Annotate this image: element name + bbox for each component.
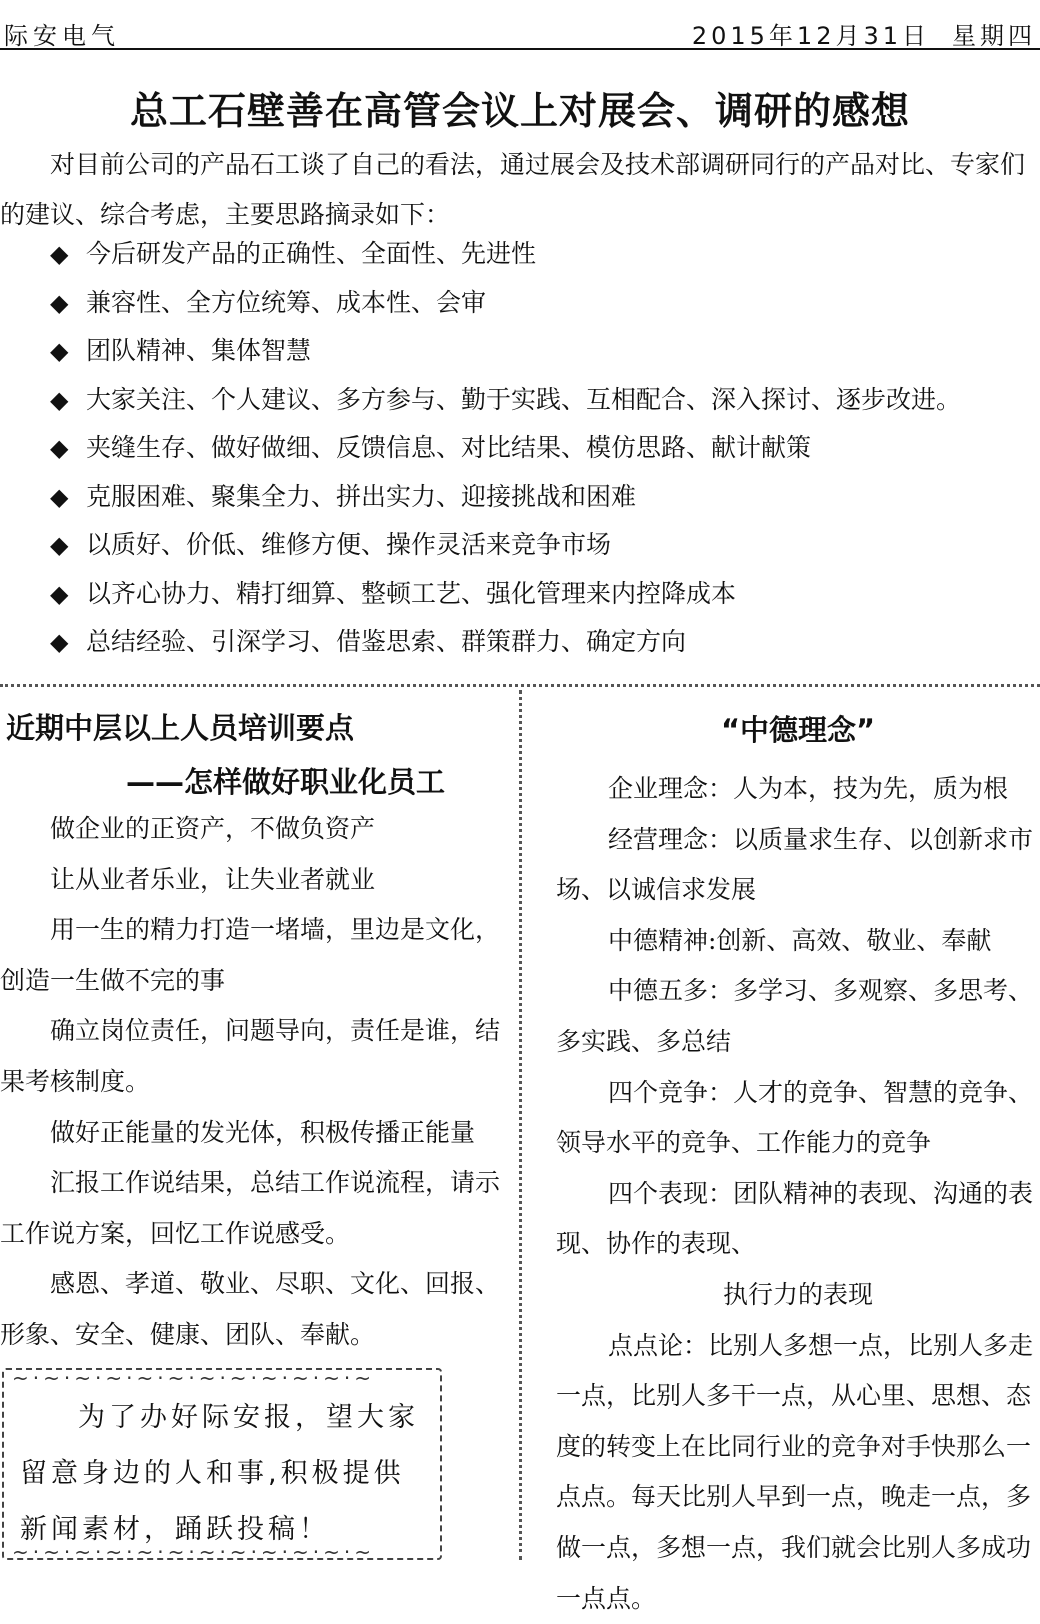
training-paragraph: 做企业的正资产，不做负资产: [50, 814, 376, 843]
diamond-icon: ◆: [50, 482, 69, 511]
bullet-item: ◆ 今后研发产品的正确性、全面性、先进性: [50, 232, 961, 281]
main-article-bullet-list: [50, 232, 961, 669]
bullet-item: ◆ 克服困难、聚集全力、拼出实力、迎接挑战和困难: [50, 475, 961, 524]
diamond-icon: ◆: [50, 628, 69, 656]
training-paragraph: 确立岗位责任，问题导向，责任是谁，结果考核制度。: [0, 1016, 501, 1096]
notice-text: 为了办好际安报，望大家留意身边的人和事,积极提供新闻素材，踊跃投稿！: [20, 1402, 419, 1545]
bullet-item: ◆ 夹缝生存、做好做细、反馈信息、对比结果、模仿思路、献计献策: [50, 426, 961, 475]
page-header: [0, 0, 1040, 50]
training-paragraph: 让从业者乐业，让失业者就业: [50, 864, 376, 894]
philosophy-paragraph: 四个竞争：人才的竞争、智慧的竞争、领导水平的竞争、工作能力的竞争: [556, 1077, 1034, 1158]
training-paragraph: 用一生的精力打造一堵墙，里边是文化，创造一生做不完的事: [0, 915, 501, 995]
training-body: [0, 804, 500, 1361]
weekday-text: 星期四: [952, 22, 1036, 50]
training-paragraph: 感恩、孝道、敬业、尽职、文化、回报、形象、安全、健康、团队、奉献。: [0, 1269, 501, 1349]
philosophy-paragraph: 四个表现：团队精神的表现、沟通的表现、协作的表现、: [556, 1178, 1034, 1259]
diamond-icon: ◆: [50, 385, 69, 414]
diamond-icon: ◆: [50, 337, 69, 365]
training-subtitle: ——怎样做好职业化员工: [126, 765, 446, 799]
philosophy-body: [556, 764, 1040, 1624]
wave-border-decoration: ~·~·~·~·~·~·~·~·~·~·~·~: [12, 1540, 376, 1564]
bullet-item: ◆ 大家关注、个人建议、多方参与、勤于实践、互相配合、深入探讨、逐步改进。: [50, 378, 961, 427]
bullet-item: ◆ 以质好、价低、维修方便、操作灵活来竞争市场: [50, 523, 961, 572]
bullet-item: ◆ 总结经验、引深学习、借鉴思索、群策群力、确定方向: [50, 620, 961, 669]
philosophy-closing: 点点论：比别人多想一点，比别人多走一点，比别人多干一点，从心里、思想、态度的转变上在比同行业的竞争对手快那么一点点。每天比别人早到一点，晚走一点，多做一点，多想一点，我们就会比别人多成功一点点。: [556, 1330, 1034, 1613]
horizontal-dotted-divider: [0, 684, 1040, 687]
main-article-title: 总工石壁善在高管会议上对展会、调研的感想: [129, 89, 910, 133]
bullet-item: ◆ 团队精神、集体智慧: [50, 329, 961, 378]
vertical-dotted-divider: [519, 690, 522, 1560]
philosophy-paragraph: 中德五多：多学习、多观察、多思考、多实践、多总结: [556, 976, 1034, 1056]
training-paragraph: 做好正能量的发光体，积极传播正能量: [50, 1117, 476, 1147]
philosophy-paragraph: 中德精神:创新、高效、敬业、奉献: [608, 925, 992, 955]
main-article-intro: [0, 140, 1040, 240]
publication-name: 际安电气: [4, 22, 120, 50]
training-paragraph: 汇报工作说结果，总结工作说流程，请示工作说方案，回忆工作说感受。: [0, 1168, 501, 1248]
intro-paragraph: 对目前公司的产品石工谈了自己的看法，通过展会及技术部调研同行的产品对比、专家们的建议、综合考虑，主要思路摘录如下：: [0, 150, 1026, 229]
diamond-icon: ◆: [50, 240, 69, 268]
bullet-item: ◆ 兼容性、全方位统筹、成本性、会审: [50, 281, 961, 330]
diamond-icon: ◆: [50, 579, 69, 608]
training-title: 近期中层以上人员培训要点: [6, 711, 355, 745]
diamond-icon: ◆: [50, 531, 69, 559]
philosophy-title: “中德理念”: [720, 713, 876, 747]
philosophy-centered-line: 执行力的表现: [722, 1279, 873, 1309]
diamond-icon: ◆: [50, 434, 69, 462]
philosophy-paragraph: 经营理念：以质量求生存、以创新求市场、以诚信求发展: [556, 824, 1034, 905]
wave-border-decoration: ~·~·~·~·~·~·~·~·~·~·~·~: [12, 1366, 376, 1390]
philosophy-paragraph: 企业理念：人为本，技为先，质为根: [608, 774, 1009, 803]
diamond-icon: ◆: [50, 288, 69, 317]
date-text: 2015年12月31日: [691, 22, 930, 50]
issue-date: [692, 16, 1036, 51]
contribution-notice-box: [2, 1366, 442, 1564]
bullet-item: ◆ 以齐心协力、精打细算、整顿工艺、强化管理来内控降成本: [50, 572, 961, 621]
